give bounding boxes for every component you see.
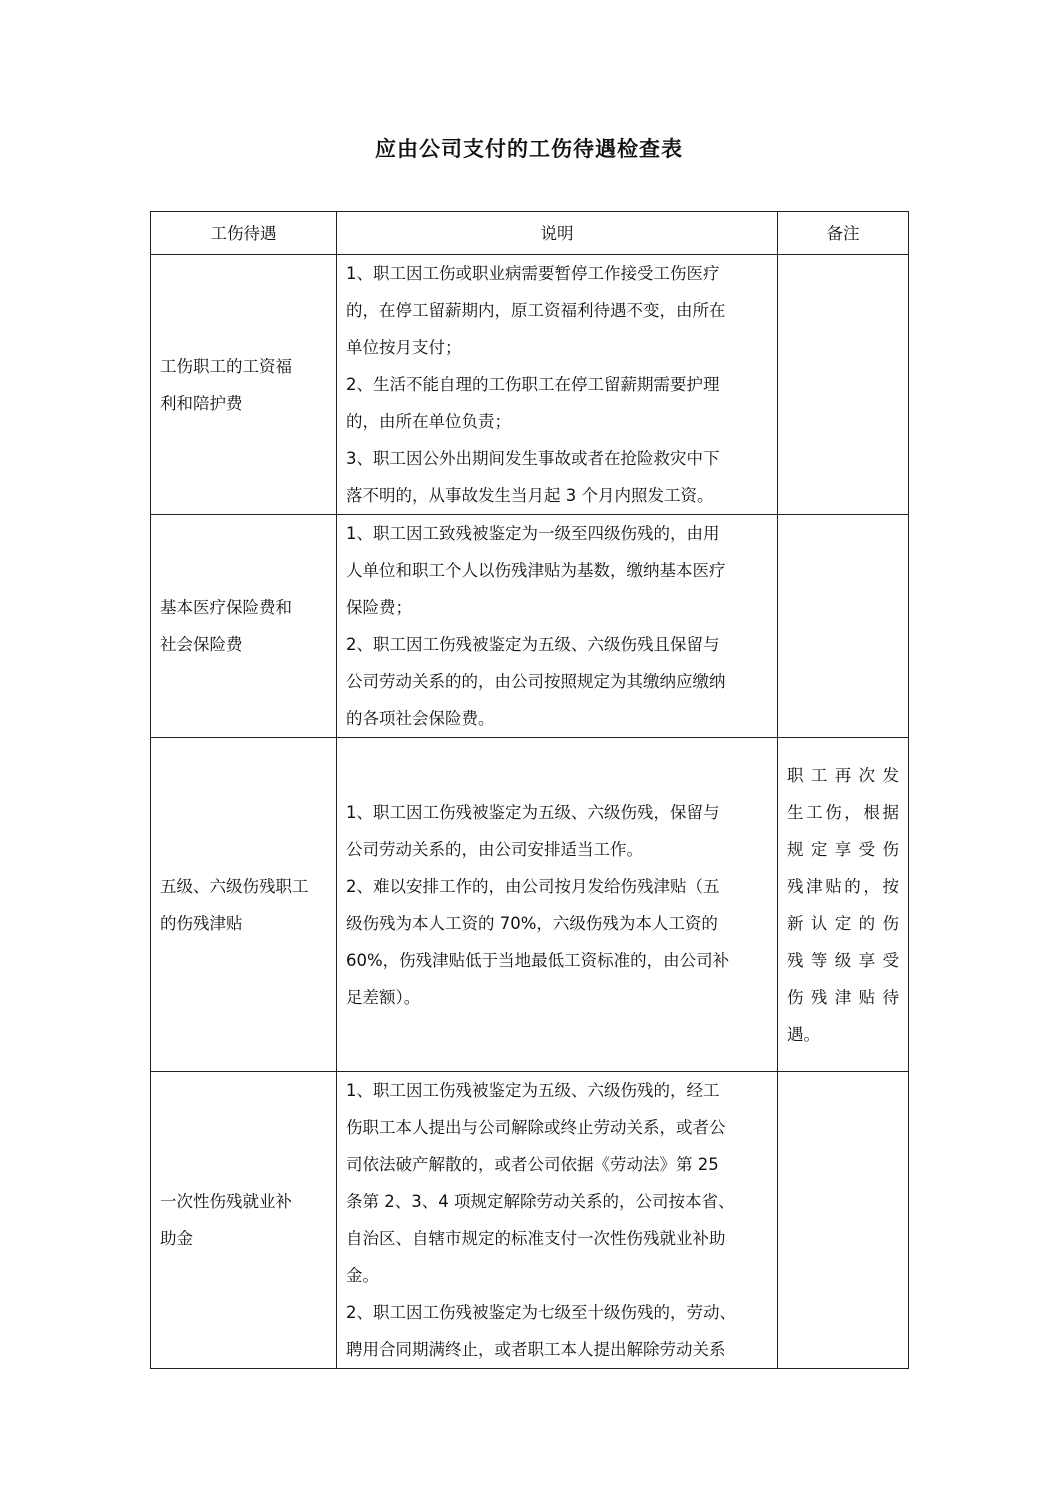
benefit-line: 的伤残津贴 [160, 913, 243, 933]
remarks-line: 残等级享受 [787, 950, 899, 970]
description-cell [337, 1072, 778, 1369]
header-description: 说明 [337, 212, 778, 255]
benefit-cell [151, 255, 337, 515]
description-line: 自治区、自辖市规定的标准支付一次性伤残就业补助 [346, 1229, 726, 1248]
description-line: 的，在停工留薪期内，原工资福利待遇不变，由所在 [346, 301, 726, 320]
description-line: 人单位和职工个人以伤残津贴为基数，缴纳基本医疗 [346, 561, 726, 580]
remarks-line: 规定享受伤 [787, 839, 899, 859]
description-line: 落不明的，从事故发生当月起 3 个月内照发工资。 [346, 486, 714, 505]
benefit-line: 一次性伤残就业补 [160, 1192, 292, 1211]
description-line: 足差额）。 [346, 987, 421, 1007]
description-line: 1、职工因工伤残被鉴定为五级、六级伤残，保留与 [346, 802, 720, 822]
description-line: 的各项社会保险费。 [346, 709, 495, 728]
table-row [151, 738, 909, 1072]
description-line: 1、职工因工伤残被鉴定为五级、六级伤残的，经工 [346, 1081, 720, 1100]
benefit-cell [151, 515, 337, 738]
remarks-line: 残津贴的，按 [787, 876, 899, 896]
remarks-line: 新认定的伤 [787, 913, 899, 933]
remarks-line: 遇。 [787, 1024, 820, 1044]
header-benefit: 工伤待遇 [151, 212, 337, 255]
description-line: 60%，伤残津贴低于当地最低工资标准的，由公司补 [346, 950, 730, 970]
header-remarks: 备注 [778, 212, 909, 255]
table-row [151, 1072, 909, 1369]
injury-benefits-table [150, 211, 909, 1369]
description-line: 保险费； [346, 598, 412, 617]
benefit-cell [151, 738, 337, 1072]
description-line: 级伤残为本人工资的 70%，六级伤残为本人工资的 [346, 913, 718, 933]
description-line: 1、职工因工致残被鉴定为一级至四级伤残的，由用 [346, 524, 720, 543]
description-line: 的，由所在单位负责； [346, 412, 511, 431]
benefit-line: 助金 [160, 1229, 193, 1248]
description-line: 2、职工因工伤残被鉴定为七级至十级伤残的，劳动、 [346, 1303, 736, 1322]
benefit-cell [151, 1072, 337, 1369]
description-line: 公司劳动关系的的，由公司按照规定为其缴纳应缴纳 [346, 672, 726, 691]
table-header-row [151, 212, 909, 255]
remarks-cell [778, 515, 909, 738]
description-line: 公司劳动关系的，由公司安排适当工作。 [346, 839, 643, 859]
table-row [151, 255, 909, 515]
benefit-line: 利和陪护费 [160, 393, 243, 413]
description-cell [337, 515, 778, 738]
description-line: 2、生活不能自理的工伤职工在停工留薪期需要护理 [346, 375, 720, 394]
document-title: 应由公司支付的工伤待遇检查表 [375, 137, 683, 161]
remarks-line: 伤残津贴待 [787, 987, 899, 1007]
table-row [151, 515, 909, 738]
remarks-line: 生工伤，根据 [787, 802, 899, 822]
description-line: 条第 2、3、4 项规定解除劳动关系的，公司按本省、 [346, 1192, 735, 1211]
benefit-line: 五级、六级伤残职工 [160, 876, 309, 896]
description-cell [337, 255, 778, 515]
remarks-cell [778, 1072, 909, 1369]
description-line: 单位按月支付； [346, 338, 462, 357]
description-line: 2、难以安排工作的，由公司按月发给伤残津贴（五 [346, 876, 720, 896]
remarks-line: 职工再次发 [787, 765, 899, 785]
description-cell [337, 738, 778, 1072]
remarks-cell [778, 255, 909, 515]
description-line: 2、职工因工伤残被鉴定为五级、六级伤残且保留与 [346, 635, 720, 654]
description-line: 伤职工本人提出与公司解除或终止劳动关系，或者公 [346, 1118, 726, 1137]
remarks-cell [778, 738, 909, 1072]
benefit-line: 工伤职工的工资福 [160, 356, 292, 376]
description-line: 司依法破产解散的，或者公司依据《劳动法》第 25 [346, 1155, 719, 1174]
description-line: 1、职工因工伤或职业病需要暂停工作接受工伤医疗 [346, 264, 720, 283]
description-line: 金。 [346, 1266, 379, 1285]
description-line: 聘用合同期满终止，或者职工本人提出解除劳动关系 [346, 1340, 726, 1359]
benefit-line: 基本医疗保险费和 [160, 598, 292, 617]
description-line: 3、职工因公外出期间发生事故或者在抢险救灾中下 [346, 449, 720, 468]
benefit-line: 社会保险费 [160, 635, 243, 654]
